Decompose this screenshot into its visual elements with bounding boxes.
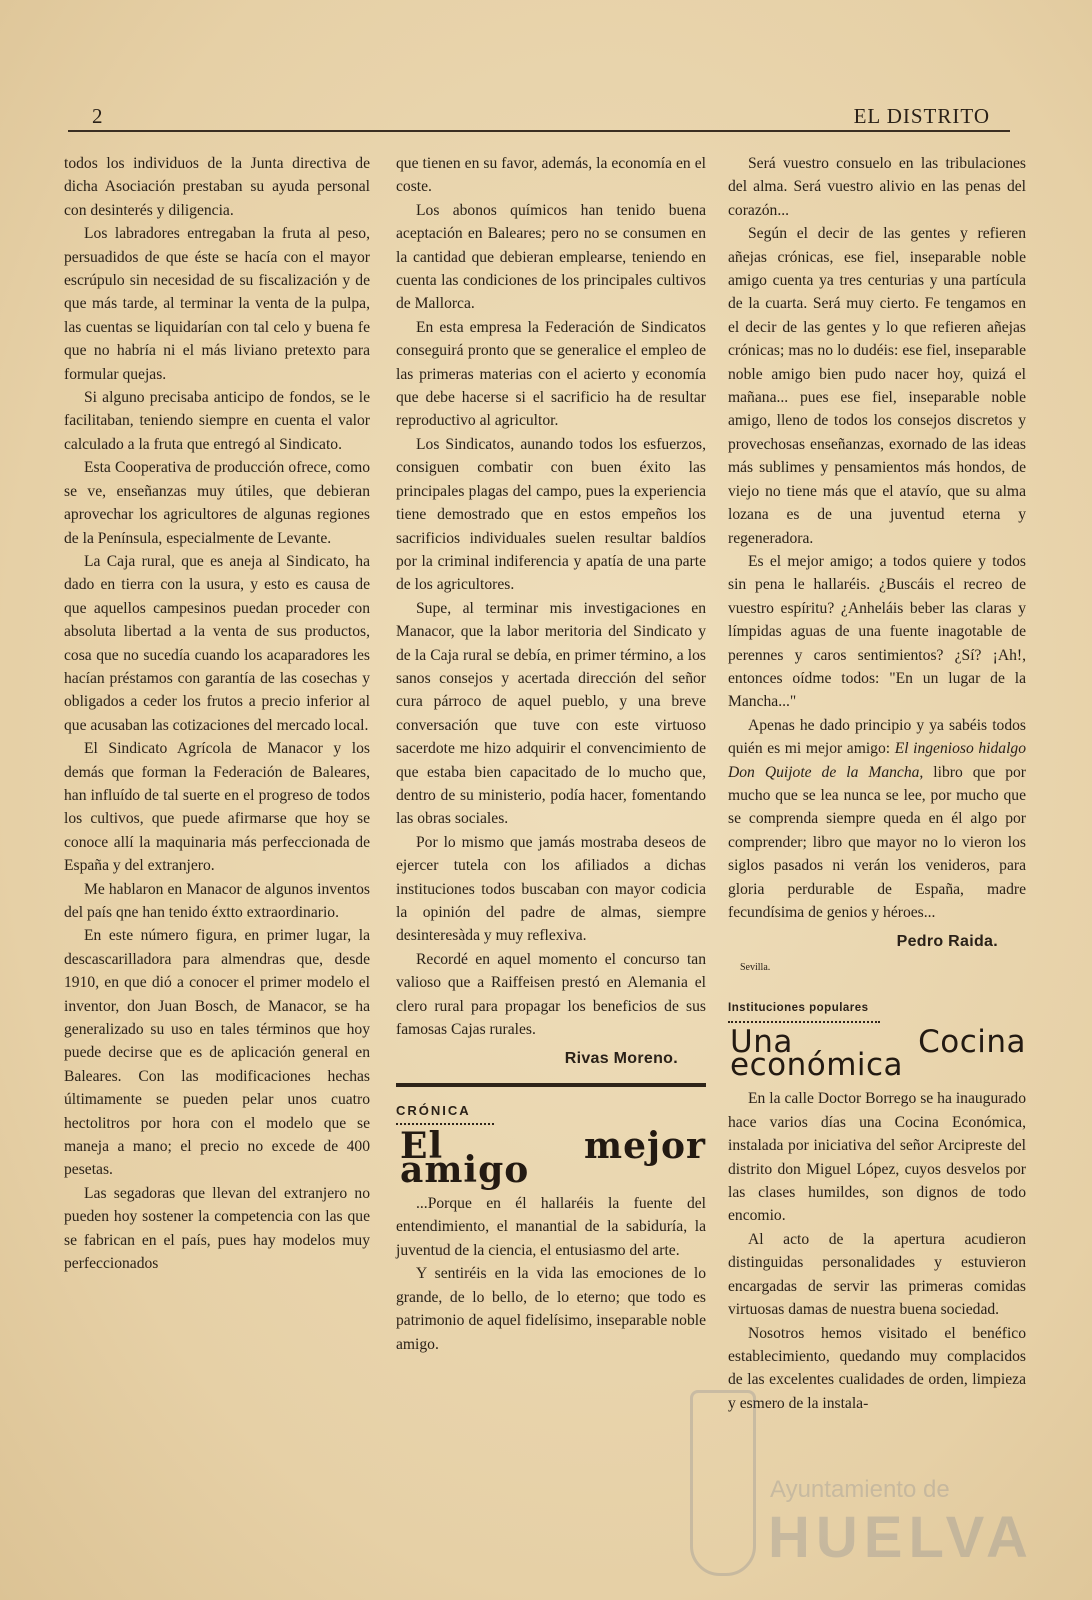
watermark-line-2: HUELVA	[768, 1505, 1034, 1570]
paragraph: En esta empresa la Federación de Sindicatos conseguirá pronto que se generalice el empleo de las primeras materias con el acierto y economía que debe hacerse si el sacrificio ha de resultar reproductivo al agricultor.	[396, 318, 706, 430]
quijote-rest: libro que por mucho que se lea nunca se lee, por mucho que se comprenda siempre queda en él algo por comprender; libro que mayor no lo vieron los siglos pasados ni verán los venideros, para gloria perdurable de España, madre fecundísima de genios y héroes...	[728, 763, 1026, 921]
page-header	[68, 104, 1010, 132]
archive-watermark	[680, 1380, 1034, 1580]
paragraph: Recordé en aquel momento el concurso tan valioso que a Raiffeisen prestó en Alemania el clero rural para propagar los beneficios de sus famosas Cajas rurales.	[396, 950, 706, 1039]
column-1	[64, 152, 370, 1276]
article-headline: Una Cocina económica	[730, 1023, 1026, 1084]
section-label: Instituciones populares	[728, 1002, 869, 1015]
signature-place: Sevilla.	[740, 961, 771, 973]
paragraph: Las segadoras que llevan del extranjero no pueden hoy sostener la competencia con las que se fabrican en el país, pues hay modelos muy perfeccionados	[64, 1184, 370, 1273]
section-label: CRÓNICA	[396, 1102, 471, 1118]
coat-of-arms-icon	[690, 1390, 756, 1576]
paragraph: Al acto de la apertura acudieron distinguidas personalidades y estuvieron encargadas de servir las primeras comidas virtuosas damas de nuestra buena sociedad.	[728, 1230, 1026, 1319]
paragraph: El Sindicato Agrícola de Manacor y los demás que forman la Federación de Baleares, han influído de tal suerte en el progreso de todos los cultivos, que puede afirmarse que hoy se conoce allí la maquinaria más perfeccionada de España y del extranjero.	[64, 740, 370, 875]
author-signature: Pedro Raida.	[896, 933, 998, 951]
paragraph: que tienen en su favor, además, la economía en el coste.	[396, 155, 706, 196]
paragraph: Y sentiréis en la vida las emociones de lo grande, de lo bello, de lo eterno; que todo es patrimonio de aquel fidelísimo, inseparable noble amigo.	[396, 1265, 706, 1353]
paragraph: Nosotros hemos visitado el benéfico establecimiento, quedando muy complacidos de las excelentes cualidades de orden, limpieza y esmero de la instala-	[728, 1324, 1026, 1412]
paragraph: Si alguno precisaba anticipo de fondos, se le facilitaban, teniendo siempre en cuenta el valor calculado a la fruta que entregó al Sindicato.	[64, 389, 370, 453]
quijote-intro: Apenas he dado principio y ya sabéis todos quién es mi mejor amigo:	[728, 716, 1026, 758]
paragraph: Los abonos químicos han tenido buena aceptación en Baleares; pero no se consumen en la cantidad que debieran emplearse, teniendo en cuenta las condiciones de los principales cultivos de Mallorca.	[396, 201, 706, 313]
paragraph: Los Sindicatos, aunando todos los esfuerzos, consiguen combatir con buen éxito las principales plagas del campo, pues la experiencia tiene demostrado que en estos empeños los sacrificios individuales suelen resultar baldíos por la criminal indiferencia y apatía de una parte de los agricultores.	[396, 435, 706, 594]
column-3	[728, 152, 1026, 1415]
paragraph-quijote	[728, 714, 1026, 925]
paragraph: En este número figura, en primer lugar, la descascarilladora para almendras que, desde 1910, en que dió a conocer el primer modelo el inventor, don Juan Bosch, de Manacor, se ha generalizado su uso en tales términos que hoy puede decirse que es de aplicación general en Baleares. Con las modificaciones hechas últimamente se pueden pelar unos cuatro hectolitros por hora con el modelo que se maneja a mano; el precio no excede de 400 pesetas.	[64, 927, 370, 1179]
page-number: 2	[92, 104, 103, 128]
paragraph: Será vuestro consuelo en las tribulaciones del alma. Será vuestro alivio en las penas del corazón...	[728, 155, 1026, 219]
paragraph: todos los individuos de la Junta directiva de dicha Asociación prestaban su ayuda personal con desinterés y diligencia.	[64, 155, 370, 219]
book-title: El ingenioso hidalgo Don Quijote de la Mancha,	[728, 740, 1026, 781]
paragraph: Me hablaron en Manacor de algunos inventos del país qne han tenido éxtto extraordinario.	[64, 880, 370, 921]
paragraph: Esta Cooperativa de producción ofrece, como se ve, enseñanzas muy útiles, que debieran aprovechar los agricultores de algunas regiones de la Península, especialmente de Levante.	[64, 459, 370, 547]
paragraph: La Caja rural, que es aneja al Sindicato, ha dado en tierra con la usura, y esto es causa de que aquellos campesinos puedan proceder con absoluta libertad a la venta de sus productos, cosa que no sucedía cuando los acaparadores les hacían préstamos con garantía de las cosechas y obligados a ceder los frutos a precio inferior al que acusaban las cotizaciones del mercado local.	[64, 552, 370, 734]
newspaper-title: EL DISTRITO	[853, 104, 990, 128]
watermark-line-1: Ayuntamiento de	[770, 1476, 950, 1503]
paragraph: Supe, al terminar mis investigaciones en Manacor, que la labor meritoria del Sindicato y de la Caja rural se debía, en primer término, a los sanos consejos y acertada dirección del señor cura párroco de aquel pueblo, y una breve conversación que tuve con este virtuoso sacerdote me hizo adquirir el convencimiento de que estaba bien capacitado de lo mucho que, dentro de su ministerio, podía hacer, fomentando las obras sociales.	[396, 599, 706, 828]
author-signature: Rivas Moreno.	[564, 1050, 678, 1068]
paragraph: Es el mejor amigo; a todos quiere y todos sin pena le hallaréis. ¿Buscáis el recreo de vuestro espíritu? ¿Anheláis beber las claras y límpidas aguas de una fuente inagotable de perennes y caros sentimientos? ¿Sí? ¡Ah!, entonces oídme todos: "En un lugar de la Mancha..."	[728, 552, 1026, 711]
paragraph: Los labradores entregaban la fruta al peso, persuadidos de que éste se hacía con el mayor escrúpulo sin necesidad de su fiscalización y de que más tarde, al terminar la venta de la pulpa, las cuentas se liquidarían con tal celo y buena fe que no habría ni el más liviano pretexto para formular quejas.	[64, 225, 370, 383]
paragraph: ...Porque en él hallaréis la fuente del entendimiento, el manantial de la sabiduría, la juventud de la ciencia, el entusiasmo del arte.	[396, 1195, 706, 1259]
paragraph: En la calle Doctor Borrego se ha inaugurado hace varios días una Cocina Económica, instalada por iniciativa del señor Arcipreste del distrito don Miguel López, cuyos desvelos por las clases humildes, son dignos de todo encomio.	[728, 1090, 1026, 1225]
dotted-underline	[728, 1021, 880, 1023]
section-divider	[396, 1083, 706, 1087]
column-2	[396, 152, 706, 1356]
article-headline: El mejor amigo	[400, 1125, 706, 1191]
paragraph: Según el decir de las gentes y refieren añejas crónicas, ese fiel, inseparable noble amigo cuenta ya tres centurias y una partícula de la cuarta. Será muy cierto. Fe tengamos en el decir de las gentes y lo que refieren añejas crónicas; mas no lo dudéis: ese fiel, inseparable noble amigo bien pudo nacer hoy, quizá el mañana... pues ese fiel, inseparable noble amigo, lleno de todos los consejos discretos y provechosas enseñanzas, exornado de las ideas más sublimes y pensamientos más hondos, de viejo no tiene más que el atavío, que su alma lozana es de una juventud eterna y regeneradora.	[728, 225, 1026, 547]
paragraph: Por lo mismo que jamás mostraba deseos de ejercer tutela con los afiliados a dichas instituciones todos buscaban con mayor codicia la opinión del padre de almas, siempre desinteresàda y muy reflexiva.	[396, 833, 706, 945]
